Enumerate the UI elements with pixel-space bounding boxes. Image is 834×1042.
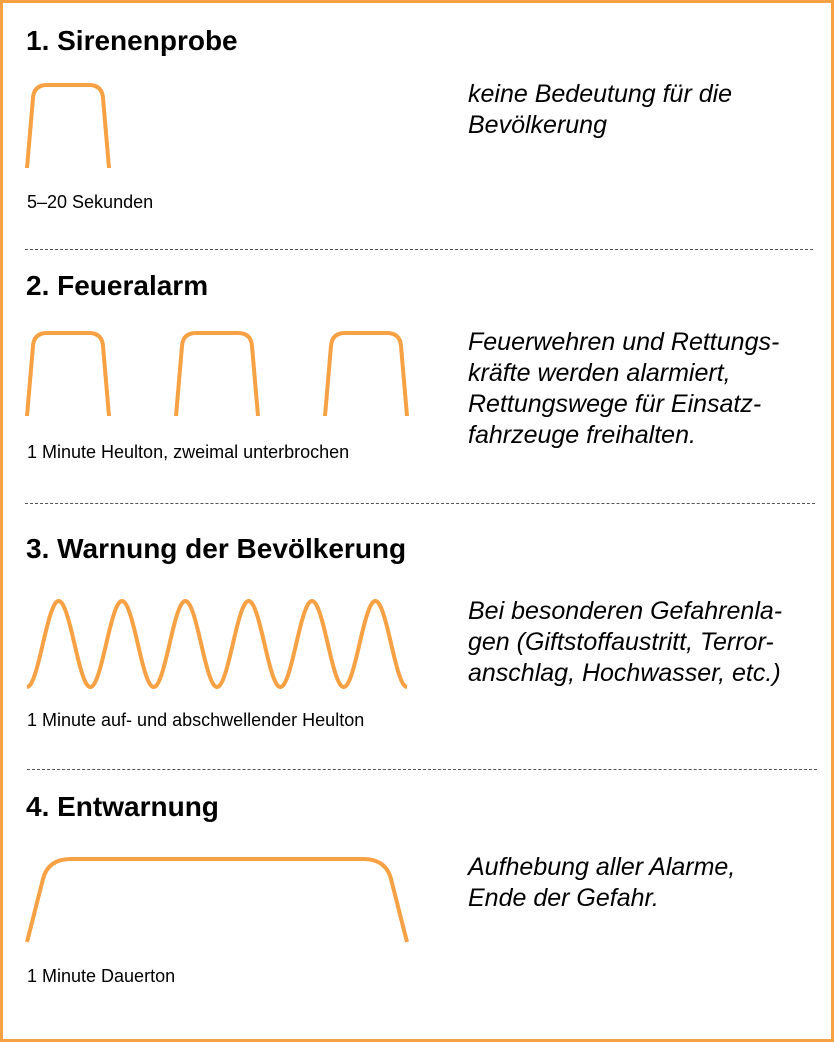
section-title: 1. Sirenenprobe (26, 25, 238, 56)
interrupted-tone-signal-icon-3 (321, 329, 413, 419)
section-title: 4. Entwarnung (26, 791, 219, 822)
description-line: Feuerwehren und Rettungs- (468, 328, 780, 356)
description-line: Rettungswege für Einsatz- (468, 390, 762, 418)
section-title: 2. Feueralarm (26, 270, 209, 301)
continuous-tone-signal-icon (23, 855, 413, 947)
description-line: Bei besonderen Gefahrenla- (468, 597, 783, 625)
description-line: Aufhebung aller Alarme, (468, 853, 736, 881)
description-line: anschlag, Hochwasser, etc.) (468, 659, 781, 687)
description-line: kräfte werden alarmiert, (468, 359, 731, 387)
section-description (468, 596, 782, 689)
signal-duration-caption: 5–20 Sekunden (27, 192, 154, 212)
signal-duration-caption: 1 Minute Dauerton (27, 966, 176, 986)
section-divider (27, 769, 817, 770)
section-divider (25, 503, 815, 504)
description-line: gen (Giftstoffaustritt, Terror- (468, 628, 774, 656)
single-tone-signal-icon (23, 81, 115, 171)
interrupted-tone-signal-icon-2 (172, 329, 264, 419)
signal-duration-caption: 1 Minute auf- und abschwellender Heulton (27, 710, 365, 730)
description-line: fahrzeuge freihalten. (468, 421, 696, 449)
signal-duration-caption: 1 Minute Heulton, zweimal unterbrochen (27, 442, 350, 462)
interrupted-tone-signal-icon-1 (23, 329, 115, 419)
sine-wave-signal-icon (3, 593, 433, 693)
section-description (468, 79, 732, 141)
description-line: Ende der Gefahr. (468, 884, 659, 912)
description-line: Bevölkerung (468, 111, 607, 139)
description-line: keine Bedeutung für die (468, 80, 733, 108)
section-title: 3. Warnung der Bevölkerung (26, 533, 407, 564)
section-description (468, 327, 779, 451)
section-description (468, 852, 735, 914)
section-divider (25, 249, 813, 250)
